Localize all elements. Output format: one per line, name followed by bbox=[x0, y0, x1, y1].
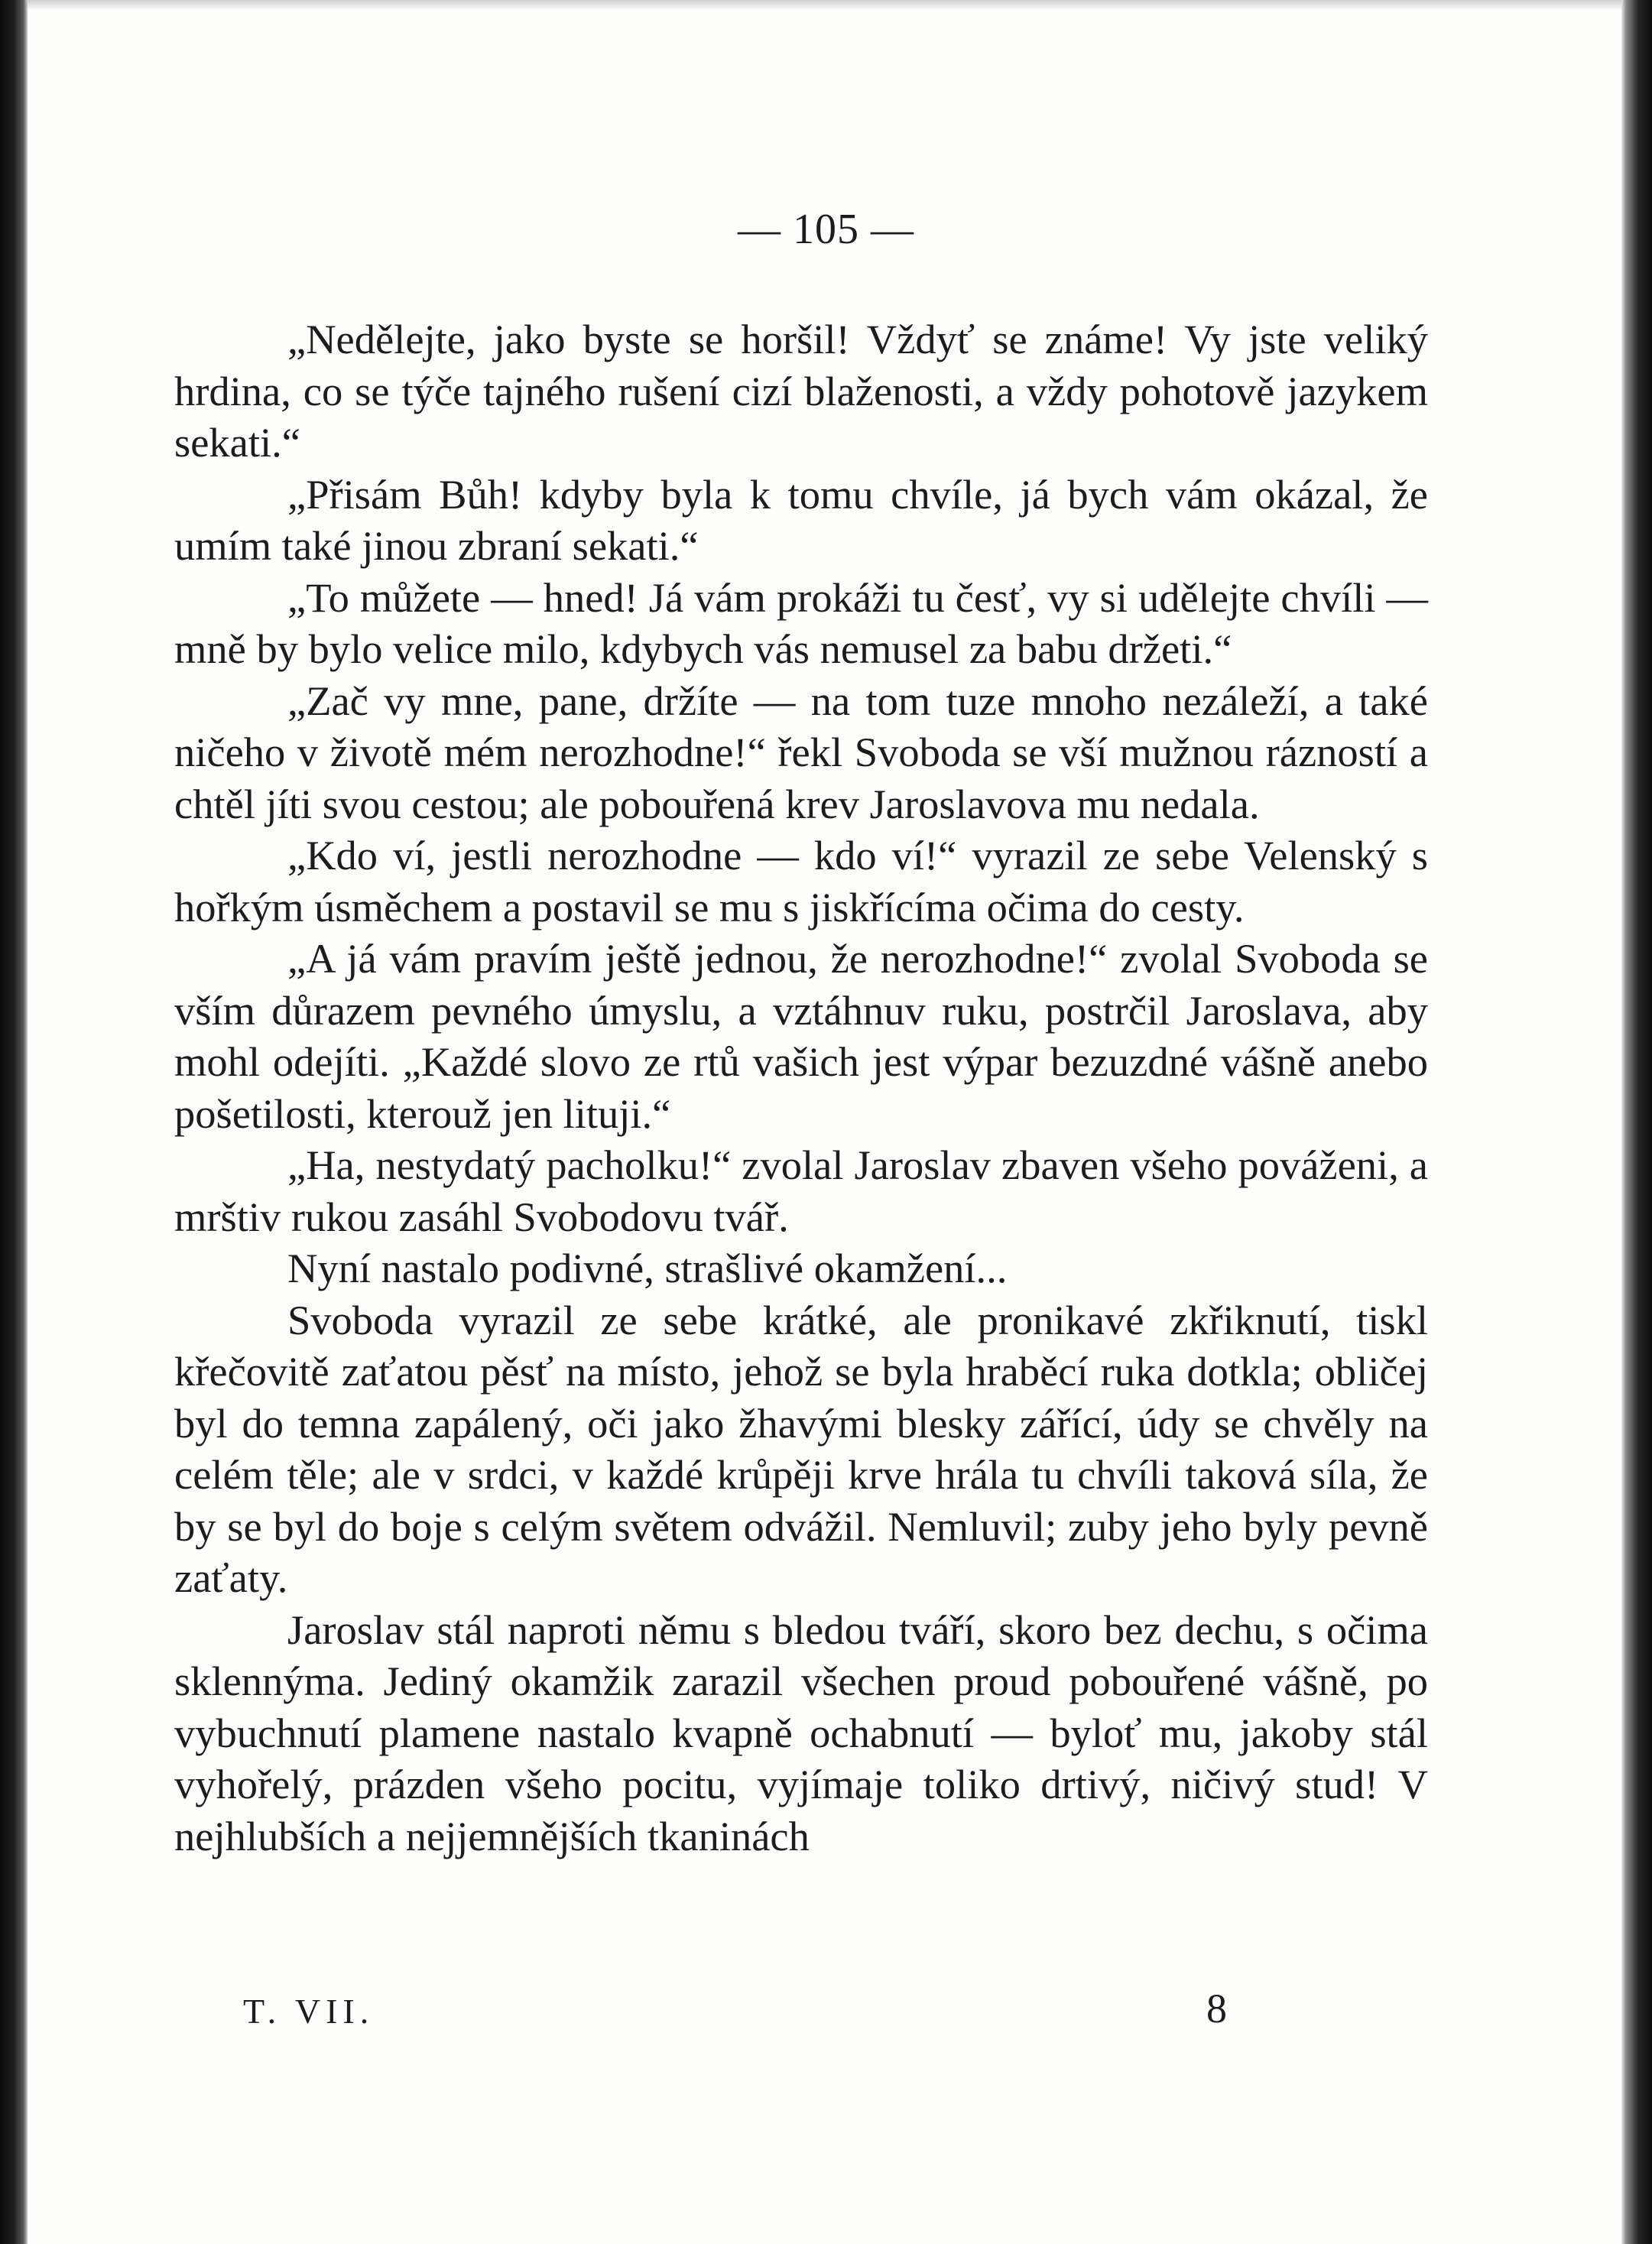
page-top-edge bbox=[0, 0, 1652, 11]
paragraph-10: Jaroslav stál naproti němu s bledou tváří, skoro bez dechu, s očima sklennýma. Jediný okamžik zarazil všechen proud pobouřené vášně, po vybuchnutí plamene nastalo kvapně ochabnutí — byloť mu, jakoby stál vyhořelý, prázden všeho pocitu, vyjímaje toliko drtivý, ničivý stud! V nejhlubších a nejjemnějších tkaninách bbox=[174, 1606, 1428, 1859]
paragraph-6: „A já vám pravím ještě jednou, že nerozhodne!“ zvolal Svoboda se vším důrazem pevného úmyslu, a vztáhnuv ruku, postrčil Jaroslava, aby mohl odejíti. „Každé slovo ze rtů vašich jest výpar bezuzdné vášně anebo pošetilosti, kterouž jen lituji.“ bbox=[174, 935, 1428, 1137]
paragraph-2: „Přisám Bůh! kdyby byla k tomu chvíle, já bych vám okázal, že umím také jinou zbraní sekati.“ bbox=[174, 470, 1428, 569]
paragraph-8: Nyní nastalo podivné, strašlivé okamžení... bbox=[287, 1245, 1008, 1291]
body-text bbox=[174, 313, 1428, 1862]
paragraph-7: „Ha, nestydatý pacholku!“ zvolal Jaroslav zbaven všeho pováženi, a mrštiv rukou zasáhl Svobodovu tvář. bbox=[174, 1141, 1428, 1240]
paragraph-3: „To můžete — hned! Já vám prokáži tu česť, vy si udělejte chvíli — mně by bylo velice milo, kdybych vás nemusel za babu držeti.“ bbox=[174, 573, 1428, 672]
paragraph-4: „Zač vy mne, pane, držíte — na tom tuze mnoho nezáleží, a také ničeho v životě mém nerozhodne!“ řekl Svoboda se vší mužnou rázností a chtěl jíti svou cestou; ale pobouřená krev Jaroslavova mu nedala. bbox=[174, 677, 1428, 827]
volume-signature: T. VII. bbox=[243, 1992, 375, 2031]
page-right-edge-shadow bbox=[1621, 0, 1652, 2244]
page-left-edge-shadow bbox=[0, 0, 28, 2244]
paragraph-9: Svoboda vyrazil ze sebe krátké, ale pronikavé zkřiknutí, tiskl křečovitě zaťatou pěsť na místo, jehož se byla hraběcí ruka dotkla; obličej byl do temna zapálený, oči jako žhavými blesky zářící, údy se chvěly na celém těle; ale v srdci, v každé krůpěji krve hrála tu chvíli taková síla, že by se byl do boje s celým světem odvážil. Nemluvil; zuby jeho byly pevně zaťaty. bbox=[174, 1296, 1428, 1601]
page-number-header: — 105 — bbox=[738, 206, 914, 253]
paragraph-1: „Nedělejte, jako byste se horšil! Vždyť se známe! Vy jste veliký hrdina, co se týče tajného rušení cizí blaženosti, a vždy pohotově jazykem sekati.“ bbox=[174, 316, 1428, 466]
paragraph-5: „Kdo ví, jestli nerozhodne — kdo ví!“ vyrazil ze sebe Velenský s hořkým úsměchem a postavil se mu s jiskřícíma očima do cesty. bbox=[174, 832, 1428, 930]
sheet-number: 8 bbox=[1206, 1986, 1227, 2031]
